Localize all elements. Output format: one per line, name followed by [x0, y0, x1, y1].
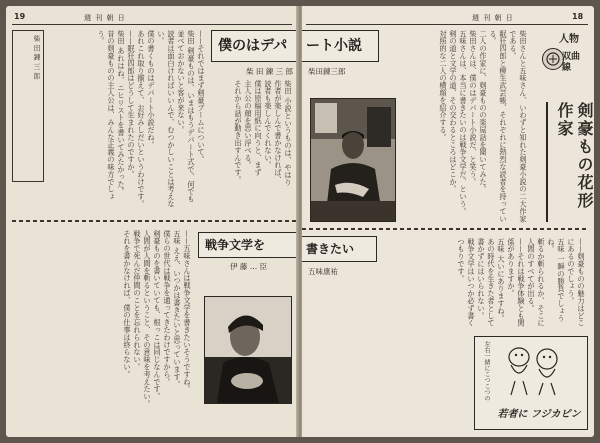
- section-divider-left: [12, 220, 298, 222]
- headline-bottom-left: 戦争文学を: [198, 232, 298, 258]
- headline-top-right: ート小説: [302, 30, 379, 62]
- series-logo: [538, 30, 586, 94]
- ad-brand: 若者に フジカピン: [497, 409, 581, 420]
- sidebar-text: 柴 田 錬 三 郎: [32, 35, 40, 80]
- author-bottom: 五味康祐: [308, 267, 338, 276]
- running-title-left: 週 刊 朝 日: [84, 14, 126, 22]
- series-label-top: 人物: [559, 34, 579, 45]
- series-label-bottom: 双曲線: [562, 52, 581, 73]
- advertisement: [474, 336, 588, 430]
- column-left-mid: 柴田 小説というものは、やはり 作者が楽しんで書かなければ、 読者も楽しんでくれない。 僕は原稿用紙に向うと、まず 主人公の顔を思い浮べる。 それから話が動き出すんです。: [234, 80, 293, 187]
- portrait-photo-bottom: [204, 296, 292, 404]
- author-top: 柴田錬三郎: [308, 67, 346, 76]
- section-divider-right: [302, 228, 588, 230]
- header-rule-right: [306, 24, 588, 25]
- running-title-right: 週 刊 朝 日: [472, 14, 514, 22]
- right-page: [302, 6, 594, 437]
- sidebar-box: [12, 30, 44, 182]
- series-emblem: [542, 48, 564, 70]
- page-number-left: 19: [14, 12, 26, 21]
- headline-top-left: 僕のはデパ: [211, 30, 298, 62]
- kicker-bottom-left: 伊 藤 … 臣: [230, 262, 268, 271]
- column-right-bottom: ——剣豪ものの魅力はどこにあるのでしょう。 五味 一瞬の勝負でしょうね。 斬るか斬られるか、そこに人間のすべてが出る。 ——それは戦争体験とも関係がありますか。 五味 大いにありますね。 あの時代を生きた者として書かずにはいられない。 戦争文学はいつか必ず書くつもりです。: [457, 238, 586, 327]
- kicker-top-left: 柴 田 錬 三 郎: [246, 67, 294, 76]
- title-frame: [546, 102, 594, 222]
- left-page: [6, 6, 298, 437]
- header-rule-left: [12, 24, 292, 25]
- column-left-top: ——それではまず剣豪ブームについて。 柴田 剣豪ものは、いまはもうデパート式で、何でも並べておかないと客が来ない。 読者は面白ければいいんで、むつかしいことは考えない。 僕の書くものはデパート小説だね。 あれこれ取り揃えて、お好みしだいというわけです。 ——眠狂四郎はどうして生まれたのですか。 柴田 あれはね、ニヒリストを書いてみたかった。 昔の剣豪ものの主人公は、みんな正義の味方でしょう。: [97, 30, 206, 208]
- column-left-bottom: ——五味さんは戦争文学を書きたいそうですね。 五味 ええ、いつかは書きたいと思っています。 僕らの世代は戦争を通ってきたわけですから。 剣豪ものを書いていても、根っこは同じなんです。 人間が人間を斬るということ、その意味を考えたい。 戦争で死んだ仲間のことを忘れられない。 それを書かなければ、僕の仕事は終らない。: [123, 230, 192, 408]
- page-number-right: 18: [572, 12, 584, 21]
- feature-title: 剣豪もの花形作家: [555, 102, 594, 210]
- ad-illustration: [497, 341, 567, 397]
- headline-bottom-right: 書きたい: [302, 236, 377, 262]
- portrait-photo-top: [310, 98, 396, 222]
- ad-caption: 左右一緒にこつこつの: [483, 341, 490, 401]
- column-right-top: 柴田さんと五味さん、いわずと知れた剣豪小説の二大作家である。 眠狂四郎と柳生武芸帳、それぞれに熱烈な読者を持っている。 二人の作家に、剣豪ものの楽屋話を聞いてみた。 柴田さんは、僕のはデパート小説だ、と笑う。 五味さんは、本当に書きたいのは戦争文学だ、という。 剣の道と文学の道、その交わるところはどこか。 対照的な二人の横顔を紹介する。: [439, 30, 528, 223]
